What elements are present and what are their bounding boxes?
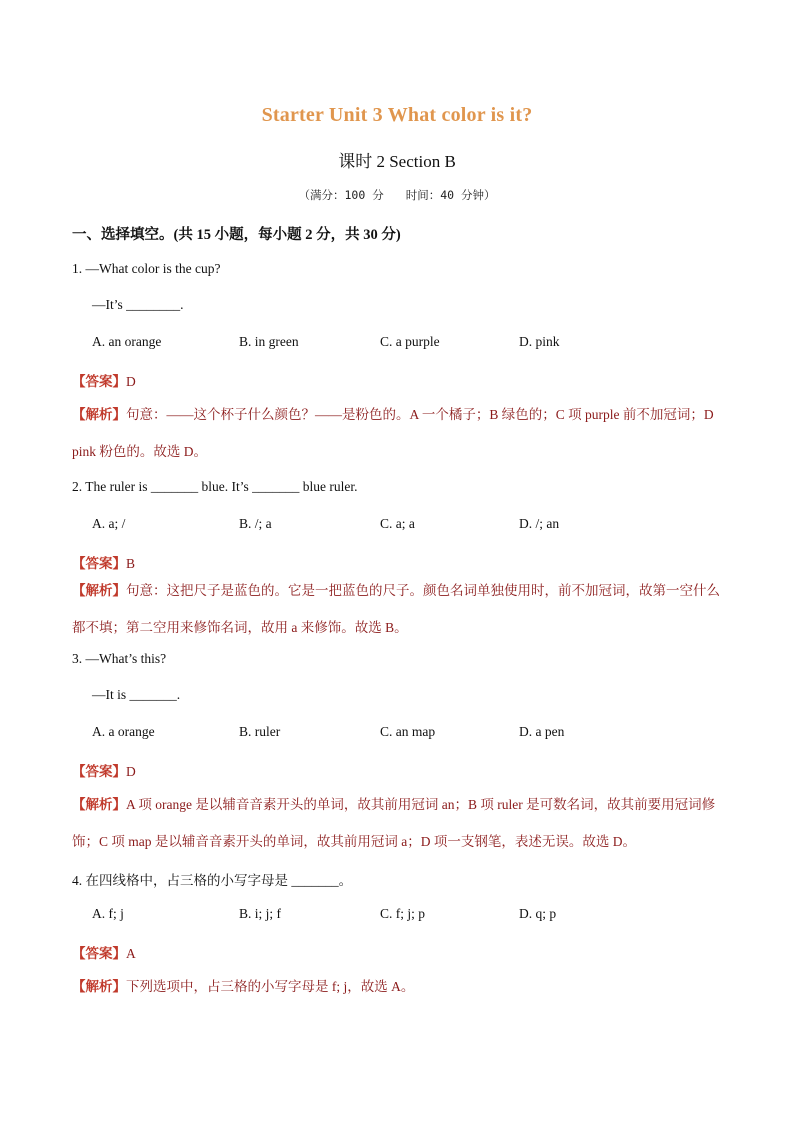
answer-value: D [126,374,136,389]
question-stem-reply: —It is _______. [92,687,181,702]
option-a: A. an orange [92,334,162,349]
option-c: C. f; j; p [380,906,426,921]
exam-meta [0,187,794,203]
option-c: C. a; a [380,516,415,531]
option-a: A. a orange [92,724,155,739]
question-stem: 2. The ruler is _______ blue. It’s _______ blue ruler. [72,479,358,494]
question-stem: 1. —What color is the cup? [72,261,221,276]
answer-tag: 【答案】 [72,946,126,961]
answer-line [72,942,136,962]
explanation [72,786,724,860]
option-b: B. ruler [239,724,281,739]
option-a: A. f; j [92,906,124,921]
option-d: D. pink [519,334,560,349]
question-stem-reply: —It’s ________. [92,297,184,312]
section-heading: 一、选择填空。(共 15 小题，每小题 2 分，共 30 分) [72,227,401,243]
option-b: B. i; j; f [239,906,282,921]
time-info: 时间：40 分钟） [405,188,496,202]
document-title: Starter Unit 3 What color is it? [261,104,533,126]
explanation [72,968,724,1005]
question-stem: 3. —What’s this? [72,651,167,666]
option-c: C. an map [380,724,436,739]
explanation [72,572,724,646]
question-stem: 4. 在四线格中，占三格的小写字母是 _______。 [72,873,353,888]
explanation-tag: 【解析】 [72,583,126,598]
answer-line [72,760,136,780]
explanation-text: 句意：这把尺子是蓝色的。它是一把蓝色的尺子。颜色名词单独使用时，前不加冠词，故第一空什么都不填；第二空用来修饰名词，故用 a 来修饰。故选 B。 [72,583,720,635]
option-c: C. a purple [380,334,440,349]
option-d: D. a pen [519,724,565,739]
answer-tag: 【答案】 [72,556,126,571]
option-b: B. /; a [239,516,272,531]
option-d: D. /; an [519,516,560,531]
option-d: D. q; p [519,906,557,921]
explanation-text: A 项 orange 是以辅音音素开头的单词，故其前用冠词 an；B 项 ruler 是可数名词，故其前要用冠词修饰；C 项 map 是以辅音音素开头的单词，故其前用冠词 a；D 项一支钢笔，表述无误。故选 D。 [72,797,716,849]
explanation-tag: 【解析】 [72,407,126,422]
answer-value: D [126,764,136,779]
explanation-tag: 【解析】 [72,979,126,994]
explanation-tag: 【解析】 [72,797,126,812]
document-subtitle: 课时 2 Section B [338,152,456,171]
answer-value: B [126,556,136,571]
option-a: A. a; / [92,516,126,531]
explanation-text: 下列选项中，占三格的小写字母是 f; j，故选 A。 [126,979,415,994]
answer-value: A [126,946,136,961]
answer-tag: 【答案】 [72,764,126,779]
answer-tag: 【答案】 [72,374,126,389]
answer-line [72,370,136,390]
answer-line [72,552,135,572]
explanation-text: 句意：——这个杯子什么颜色？——是粉色的。A 一个橘子；B 绿色的；C 项 purple 前不加冠词；D pink 粉色的。故选 D。 [72,407,714,459]
option-b: B. in green [239,334,299,349]
score-info: （满分：100 分 [298,188,384,202]
explanation [72,396,724,470]
